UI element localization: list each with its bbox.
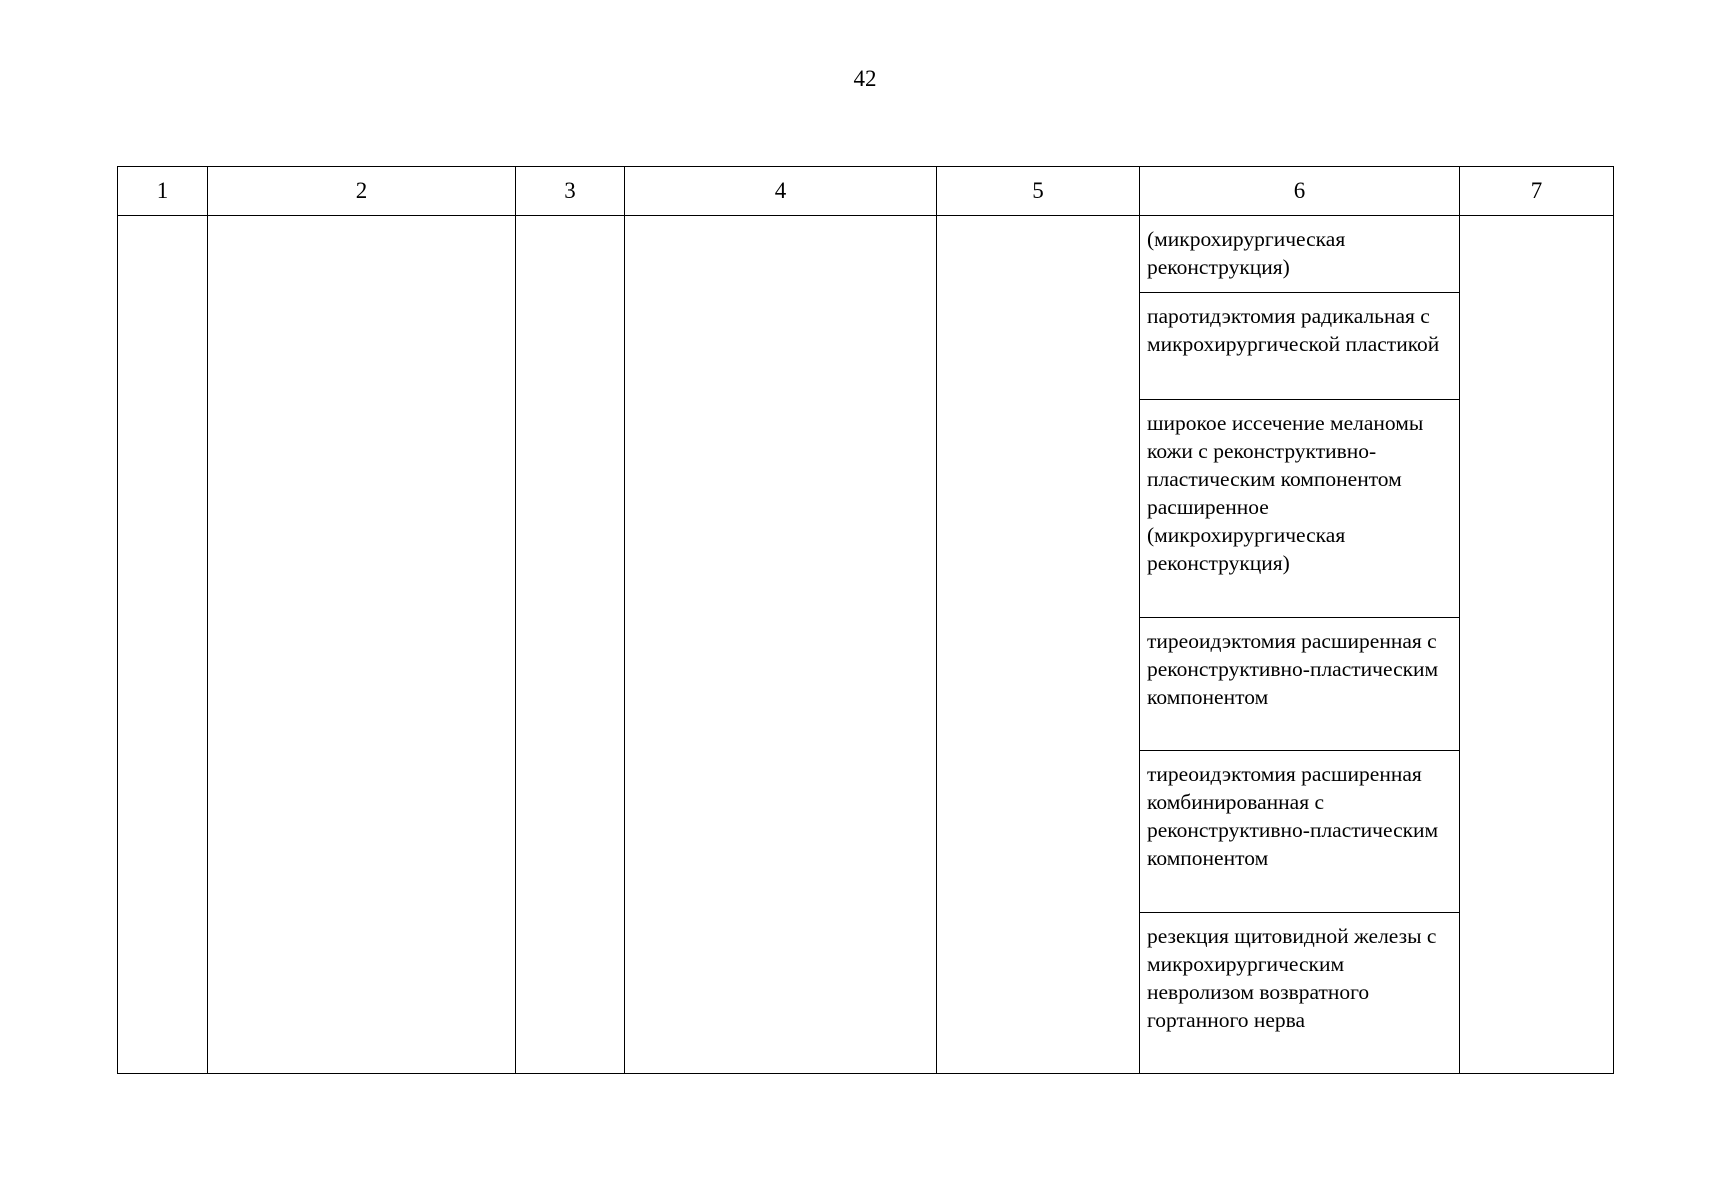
cell-col1 [118, 216, 208, 1074]
procedure-entry: (микрохирургическая реконструкция) [1140, 216, 1459, 293]
column-header-6: 6 [1140, 167, 1460, 216]
procedure-entry: резекция щитовидной железы с микрохирургическим невролизом возвратного гортанного нерва [1147, 924, 1437, 1032]
column-header-4: 4 [625, 167, 937, 216]
procedure-entry: тиреоидэктомия расширенная с реконструктивно-пластическим компонентом [1140, 618, 1459, 751]
header-row [118, 167, 1614, 216]
cell-col5 [937, 216, 1140, 1074]
column-header-1: 1 [118, 167, 208, 216]
procedure-entry: паротидэктомия радикальная с микрохирургической пластикой [1140, 293, 1459, 400]
column-header-2: 2 [208, 167, 516, 216]
cell-col3 [516, 216, 625, 1074]
cell-col6 [1140, 216, 1460, 1074]
procedures-table [117, 166, 1614, 1074]
page-number: 42 [853, 66, 877, 91]
column-header-7: 7 [1460, 167, 1614, 216]
cell-col2 [208, 216, 516, 1074]
cell-col7 [1460, 216, 1614, 1074]
cell-col4 [625, 216, 937, 1074]
column-header-3: 3 [516, 167, 625, 216]
procedure-entry: тиреоидэктомия расширенная комбинированная с реконструктивно-пластическим компонентом [1140, 751, 1459, 913]
table-row [118, 216, 1614, 1074]
column-header-5: 5 [937, 167, 1140, 216]
procedure-entry: широкое иссечение меланомы кожи с реконструктивно-пластическим компонентом расширенное (микрохирургическая реконструкция) [1140, 400, 1459, 618]
